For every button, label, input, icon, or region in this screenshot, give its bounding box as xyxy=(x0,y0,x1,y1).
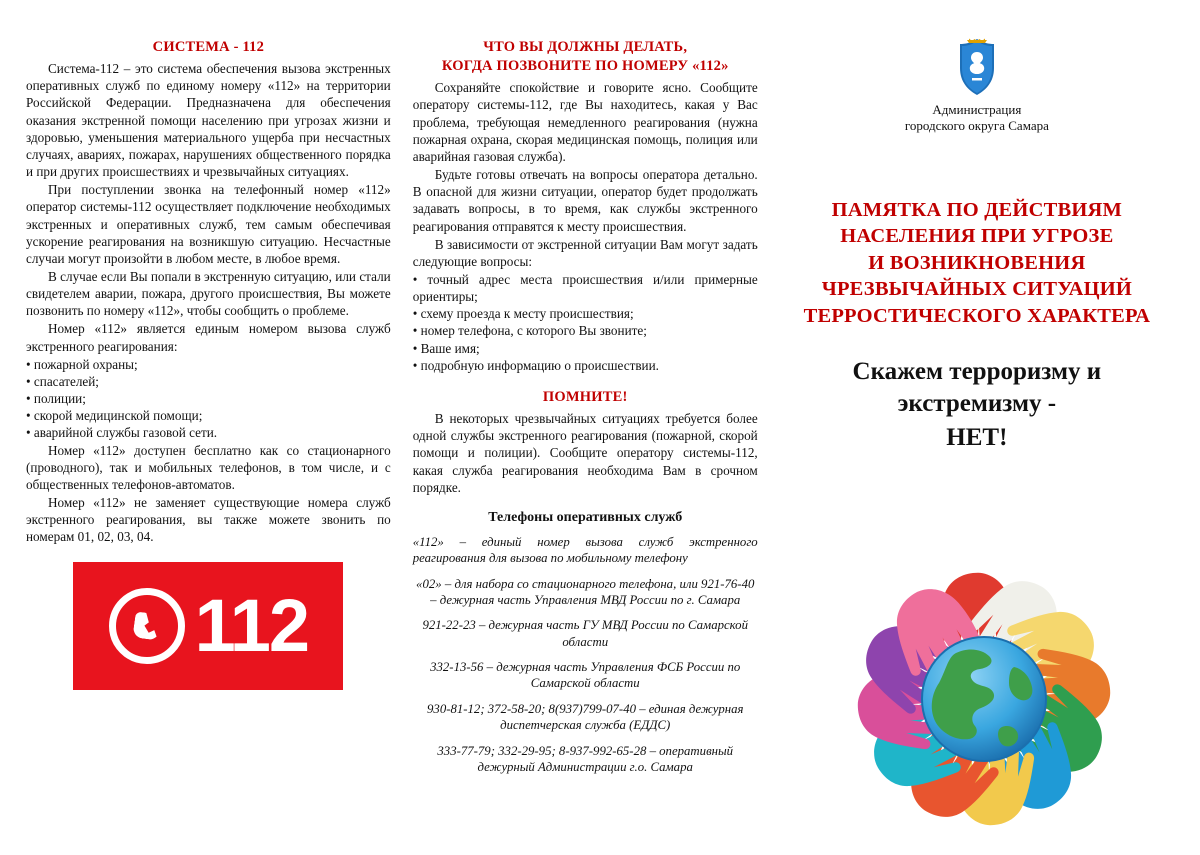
paragraph: Система-112 – это система обеспечения вызова экстренных оперативных служб по единому номеру «112» на территории Российской Федерации. Предназначена для обеспечения оказания экстренной помощи населению при угрозах жизни и здоровью, уменьшения материального ущерба при несчастных случаях, авариях, пожарах, нарушениях общественного порядка и при других происшествиях и чрезвычайных ситуациях. xyxy=(26,61,391,180)
phone-entry: «02» – для набора со стационарного телефона, или 921-76-40 – дежурная часть Управления МВД России по г. Самара xyxy=(416,576,755,607)
column-system-112 xyxy=(26,38,391,845)
paragraph: Сохраняйте спокойствие и говорите ясно. Сообщите оператору системы-112, где Вы находитесь, какая у Вас проблема, требующая немедленного реагирования (нужна пожарная охрана, скорая медицинская помощь, полиция или аварийная газовая служба). xyxy=(412,80,758,164)
paragraph: Номер «112» является единым номером вызова служб экстренного реагирования: xyxy=(26,321,391,354)
globe-icon xyxy=(922,637,1046,761)
emergency-112-logo xyxy=(73,562,343,690)
title-line: ПАМЯТКА ПО ДЕЙСТВИЯМ xyxy=(831,198,1123,221)
phone-entry: 921-22-23 – дежурная часть ГУ МВД России по Самарской области xyxy=(422,618,748,649)
phone-entry: «112» – единый номер вызова служб экстренного реагирования для вызова по мобильному телефону xyxy=(412,534,758,566)
column2-heading-line1: ЧТО ВЫ ДОЛЖНЫ ДЕЛАТЬ, xyxy=(483,39,688,55)
logo-number: 112 xyxy=(194,583,309,667)
questions-list xyxy=(413,271,758,374)
remember-heading: ПОМНИТЕ! xyxy=(542,388,628,405)
list-item: • подробную информацию о происшествии. xyxy=(412,357,659,373)
paragraph: В случае если Вы попали в экстренную ситуацию, или стали свидетелем аварии, пожара, другого происшествия, Вы можете позвонить по номеру «112», чтобы сообщить о проблеме. xyxy=(26,269,391,319)
list-item: • полиции; xyxy=(26,391,86,407)
phone-entry: 930-81-12; 372-58-20; 8(937)799-07-40 – единая дежурная диспетчерская служба (ЕДДС) xyxy=(427,701,744,733)
admin-line-2: городского округа Самара xyxy=(904,118,1049,134)
paragraph: Номер «112» доступен бесплатно как со стационарного (проводного), так и мобильных телефонов, в том числе, и с общественных телефонов-автоматов. xyxy=(26,442,391,492)
list-item: • схему проезда к месту происшествия; xyxy=(412,306,634,322)
cover-slogan xyxy=(780,356,1174,454)
hands-around-globe-illustration xyxy=(788,549,1180,849)
list-item: • Ваше имя; xyxy=(412,340,480,356)
title-line: И ВОЗНИКНОВЕНИЯ xyxy=(868,251,1086,274)
phones-list xyxy=(413,534,758,776)
list-item: • номер телефона, с которого Вы звоните; xyxy=(412,323,647,339)
title-line: ТЕРРОСТИЧЕСКОГО ХАРАКТЕРА xyxy=(803,305,1151,328)
paragraph: При поступлении звонка на телефонный номер «112» оператор системы-112 осуществляет подключение необходимых экстренных и оперативных служб, тем самым обеспечивая ускорение реагирования на возникшую ситуацию. Несчастные случаи могут произойти в любом месте, в любое время. xyxy=(26,182,391,266)
list-item: • точный адрес места происшествия и/или примерные ориентиры; xyxy=(412,271,758,305)
phones-title: Телефоны оперативных служб xyxy=(488,509,683,525)
column-what-to-do xyxy=(413,38,758,845)
list-item: • скорой медицинской помощи; xyxy=(26,408,203,424)
slogan-line-2: экстремизму - xyxy=(897,389,1057,417)
slogan-line-1: Скажем терроризму и xyxy=(852,357,1102,385)
column1-heading: СИСТЕМА - 112 xyxy=(152,39,265,55)
title-line: ЧРЕЗВЫЧАЙНЫХ СИТУАЦИЙ xyxy=(821,278,1133,301)
cover-title xyxy=(780,197,1174,330)
remember-text: В некоторых чрезвычайных ситуациях требуется более одной службы экстренного реагирования (пожарной, скорой помощи и полиции). Сообщите оператору системы-112, какая служба реагирования необходима Вам в срочном порядке. xyxy=(412,411,758,495)
admin-line-1: Администрация xyxy=(932,102,1022,117)
paragraph: Номер «112» не заменяет существующие номера служб экстренного реагирования, вы также можете звонить по номерам 01, 02, 03, 04. xyxy=(26,495,391,545)
column-cover xyxy=(780,38,1174,845)
hands-globe-graphic xyxy=(788,549,1180,849)
services-list xyxy=(26,356,391,442)
administration-caption xyxy=(780,102,1174,135)
column2-heading-line2: КОГДА ПОЗВОНИТЕ ПО НОМЕРУ «112» xyxy=(441,58,729,75)
list-item: • аварийной службы газовой сети. xyxy=(26,425,218,441)
list-item: • пожарной охраны; xyxy=(26,356,138,372)
paragraph: В зависимости от экстренной ситуации Вам могут задать следующие вопросы: xyxy=(412,236,758,269)
phone-icon xyxy=(109,588,185,664)
phone-entry: 332-13-56 – дежурная часть Управления ФСБ России по Самарской области xyxy=(430,660,741,691)
list-item: • спасателей; xyxy=(26,373,99,389)
phone-entry: 333-77-79; 332-29-95; 8-937-992-65-28 – оперативный дежурный Администрации г.о. Самара xyxy=(437,743,734,774)
paragraph: Будьте готовы отвечать на вопросы оператора детально. В опасной для жизни ситуации, оператор будет продолжать задавать вопросы, в то время, как службы экстренного реагирования отправятся к месту происшествия. xyxy=(412,167,758,234)
samara-coat-of-arms-icon xyxy=(954,38,1000,96)
slogan-line-3: НЕТ! xyxy=(946,423,1008,451)
title-line: НАСЕЛЕНИЯ ПРИ УГРОЗЕ xyxy=(840,225,1114,248)
